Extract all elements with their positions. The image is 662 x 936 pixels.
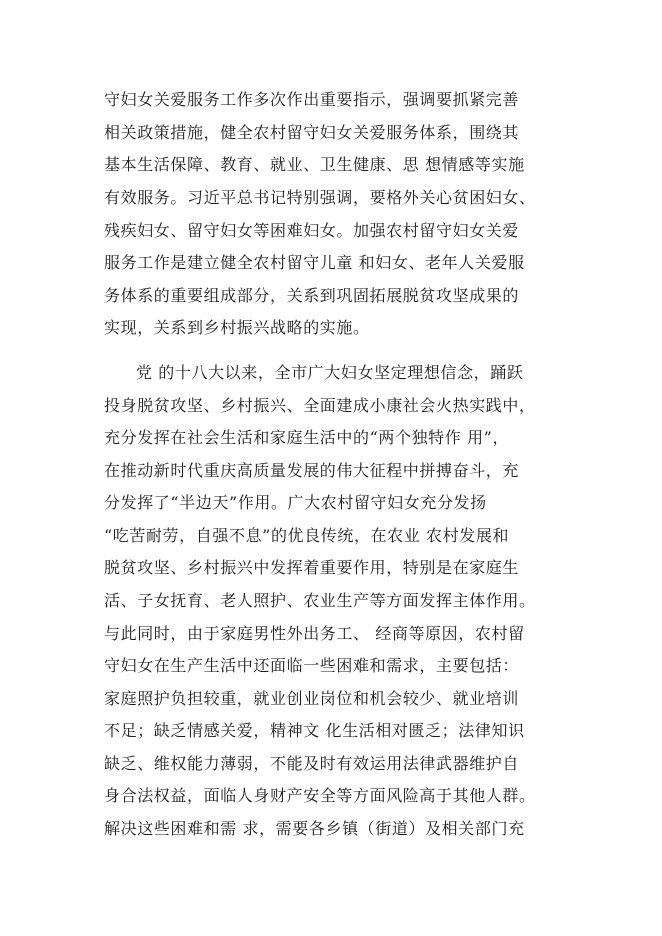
paragraph-1-line-8: 实现，关系到乡村振兴战略的实施。 [104,318,370,337]
paragraph-2-line-11: 家庭照护负担较重，就业创业岗位和机会较少、就业培训 [104,689,520,708]
paragraph-2-line-7: 脱贫攻坚、乡村振兴中发挥着重要作用，特别是在家庭生 [104,558,520,577]
paragraph-2-line-10: 守妇女在生产生活中还面临一些困难和需求，主要包括： [104,656,520,675]
paragraph-2-line-9: 与此同时，由于家庭男性外出务工、 经商等原因，农村留 [104,624,525,643]
paragraph-2-line-2: 投身脱贫攻坚、乡村振兴、全面建成小康社会火热实践中， [104,396,536,415]
paragraph-1-line-7: 务体系的重要组成部分，关系到巩固拓展脱贫攻坚成果的 [104,286,520,305]
paragraph-2-line-1: 党 的十八大以来，全市广大妇女坚定理想信念，踊跃 [136,363,524,382]
paragraph-2-line-14: 身合法权益，面临人身财产安全等方面风险高于其他人群。 [104,786,536,805]
paragraph-1-line-5: 残疾妇女、留守妇女等困难妇女。加强农村留守妇女关爱 [104,221,520,240]
paragraph-2-line-13: 缺乏、维权能力薄弱，不能及时有效运用法律武器维护自 [104,754,520,773]
paragraph-2-line-3: 充分发挥在社会生活和家庭生活中的“两个独特作 用”， [104,428,510,447]
paragraph-2-line-12: 不足；缺乏情感关爱，精神文 化生活相对匮乏；法律知识 [104,721,525,740]
paragraph-2-line-6: “吃苦耐劳，自强不息”的优良传统，在农业 农村发展和 [104,526,510,545]
paragraph-1-line-6: 服务工作是建立健全农村留守儿童 和妇女、老年人关爱服 [104,253,525,272]
paragraph-2-line-8: 活、子女抚育、老人照护、农业生产等方面发挥主体作用。 [104,591,536,610]
paragraph-2-line-4: 在推动新时代重庆高质量发展的伟大征程中拼搏奋斗，充 [104,461,520,480]
paragraph-1-line-4: 有效服务。习近平总书记特别强调，要格外关心贫困妇女、 [104,188,536,207]
paragraph-1-line-2: 相关政策措施，健全农村留守妇女关爱服务体系，围绕其 [104,123,520,142]
paragraph-1-line-1: 守妇女关爱服务工作多次作出重要指示，强调要抓紧完善 [104,90,520,109]
paragraph-2-line-15: 解决这些困难和需 求，需要各乡镇（街道）及相关部门充 [104,819,525,838]
paragraph-2-line-5: 分发挥了“半边天”作用。广大农村留守妇女充分发扬 [104,493,487,512]
paragraph-1-line-3: 基本生活保障、教育、就业、卫生健康、思 想情感等实施 [104,155,525,174]
